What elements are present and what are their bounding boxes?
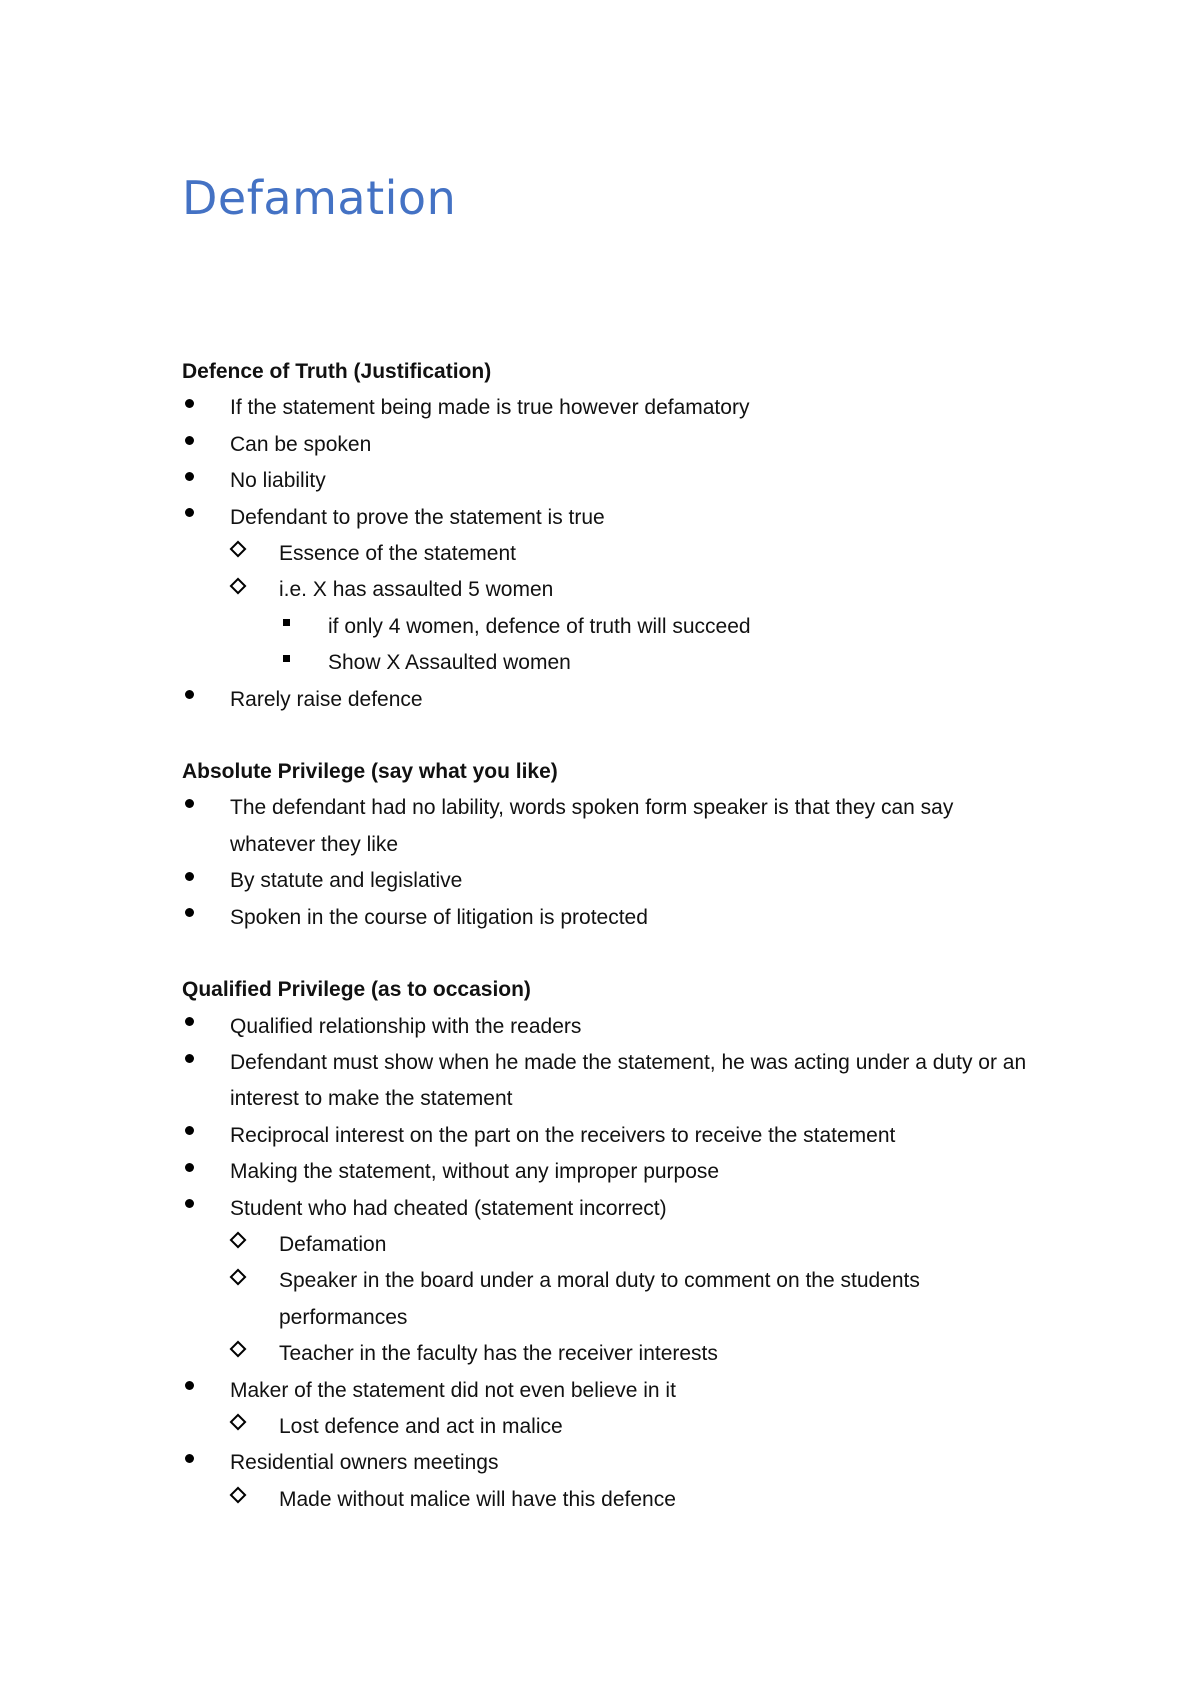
- list-item-text: Teacher in the faculty has the receiver interests: [279, 1342, 718, 1366]
- bullet-square-icon: [279, 604, 293, 640]
- list-item: [182, 1482, 1042, 1518]
- bullet-diamond-icon: [231, 1331, 245, 1367]
- list-item: [182, 1227, 1042, 1263]
- list-item: [182, 645, 1042, 681]
- bullet-list: [182, 790, 1042, 936]
- bullet-diamond-icon: [231, 531, 245, 567]
- list-item: [182, 1445, 1042, 1481]
- bullet-diamond-icon: [231, 1404, 245, 1440]
- list-item: [182, 790, 1042, 863]
- list-item: [182, 1118, 1042, 1154]
- list-item: [182, 1336, 1042, 1372]
- document-title: Defamation: [182, 171, 457, 225]
- bullet-dot-icon: [182, 1004, 196, 1040]
- list-item: [182, 682, 1042, 718]
- list-item-text: The defendant had no lability, words spoken form speaker is that they can say whatever they like: [230, 796, 954, 856]
- bullet-dot-icon: [182, 458, 196, 494]
- list-item-text: By statute and legislative: [230, 869, 463, 893]
- list-item: [182, 500, 1042, 536]
- list-item-text: Made without malice will have this defence: [279, 1487, 676, 1511]
- list-item-text: Speaker in the board under a moral duty to comment on the students performances: [279, 1269, 920, 1329]
- list-item: [182, 609, 1042, 645]
- list-item-text: Can be spoken: [230, 432, 372, 456]
- section-heading: Absolute Privilege (say what you like): [182, 760, 558, 784]
- list-item-text: If the statement being made is true however defamatory: [230, 396, 750, 420]
- section: [182, 972, 1042, 1518]
- bullet-dot-icon: [182, 1186, 196, 1222]
- list-item-text: i.e. X has assaulted 5 women: [279, 578, 554, 602]
- document-body: [182, 354, 1042, 1554]
- bullet-dot-icon: [182, 495, 196, 531]
- list-item: [182, 1154, 1042, 1190]
- bullet-dot-icon: [182, 1440, 196, 1476]
- list-item-text: Student who had cheated (statement incorrect): [230, 1196, 667, 1220]
- list-item-text: Defendant must show when he made the statement, he was acting under a duty or an interest to make the statement: [230, 1050, 1027, 1111]
- list-item-text: Rarely raise defence: [230, 687, 423, 711]
- list-item: [182, 572, 1042, 608]
- bullet-diamond-icon: [231, 567, 245, 603]
- list-item: [182, 536, 1042, 572]
- bullet-dot-icon: [182, 677, 196, 713]
- list-item: [182, 863, 1042, 899]
- list-item: [182, 1409, 1042, 1445]
- bullet-dot-icon: [182, 785, 196, 821]
- list-item: [182, 390, 1042, 426]
- list-item-text: Maker of the statement did not even believe in it: [230, 1378, 676, 1402]
- list-item: [182, 900, 1042, 936]
- list-item-text: Defendant to prove the statement is true: [230, 505, 605, 529]
- section: [182, 354, 1042, 718]
- list-item-text: Show X Assaulted women: [328, 651, 571, 675]
- bullet-dot-icon: [182, 858, 196, 894]
- list-item: [182, 427, 1042, 463]
- list-item: [182, 1191, 1042, 1227]
- list-item-text: Qualified relationship with the readers: [230, 1014, 582, 1038]
- list-item-text: Defamation: [279, 1232, 387, 1256]
- bullet-dot-icon: [182, 895, 196, 931]
- bullet-dot-icon: [182, 1149, 196, 1185]
- list-item-text: Making the statement, without any improper purpose: [230, 1160, 720, 1184]
- list-item: [182, 1373, 1042, 1409]
- bullet-dot-icon: [182, 385, 196, 421]
- bullet-square-icon: [279, 640, 293, 676]
- list-item: [182, 1263, 1042, 1336]
- section-heading: Qualified Privilege (as to occasion): [182, 978, 531, 1002]
- list-item: [182, 1045, 1042, 1118]
- bullet-dot-icon: [182, 1113, 196, 1149]
- bullet-diamond-icon: [231, 1258, 245, 1294]
- list-item-text: Lost defence and act in malice: [279, 1414, 563, 1438]
- list-item: [182, 463, 1042, 499]
- list-item-text: Residential owners meetings: [230, 1451, 499, 1475]
- bullet-diamond-icon: [231, 1222, 245, 1258]
- bullet-diamond-icon: [231, 1477, 245, 1513]
- bullet-list: [182, 390, 1042, 718]
- list-item-text: Essence of the statement: [279, 542, 516, 566]
- list-item-text: No liability: [230, 469, 326, 493]
- list-item-text: Reciprocal interest on the part on the receivers to receive the statement: [230, 1123, 896, 1147]
- bullet-dot-icon: [182, 1040, 196, 1076]
- section: [182, 754, 1042, 936]
- list-item: [182, 1009, 1042, 1045]
- bullet-dot-icon: [182, 1368, 196, 1404]
- section-heading: Defence of Truth (Justification): [182, 360, 492, 383]
- bullet-dot-icon: [182, 422, 196, 458]
- bullet-list: [182, 1009, 1042, 1519]
- list-item-text: Spoken in the course of litigation is protected: [230, 905, 648, 929]
- list-item-text: if only 4 women, defence of truth will succeed: [328, 614, 751, 638]
